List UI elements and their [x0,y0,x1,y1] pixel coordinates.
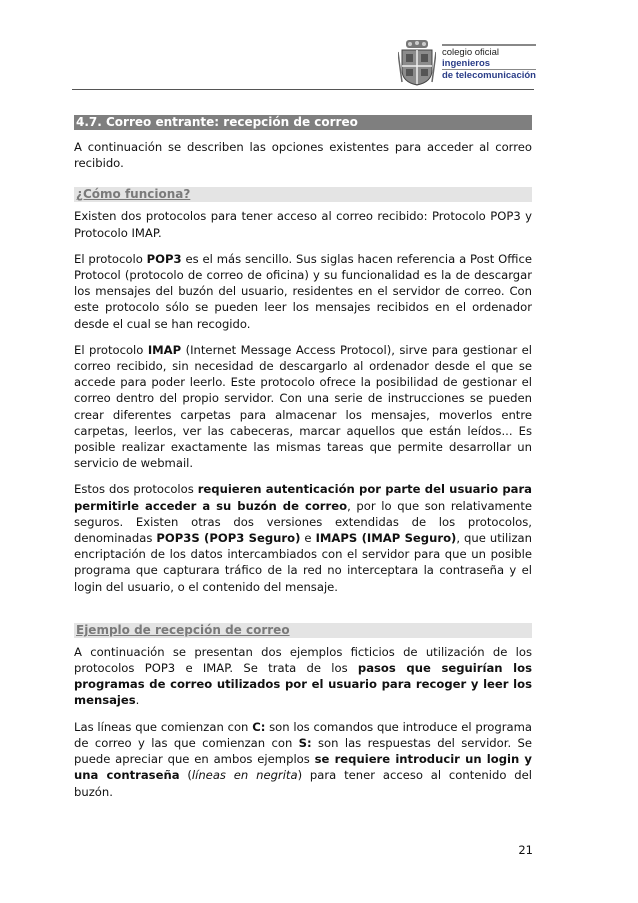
logo-line-3: de telecomunicación [442,69,536,81]
text-run: El protocolo [74,251,147,266]
server-prefix: S: [298,735,312,750]
logo-line-1: colegio oficial [442,44,536,58]
page-number: 21 [518,843,533,857]
text-run: son los comandos que introduce el programa de correo y las que comienzan con [74,719,532,750]
imap-term: IMAP [147,342,182,357]
text-run: e [300,531,316,546]
client-prefix: C: [252,719,266,734]
text-run: El protocolo [74,342,148,357]
pop3-term: POP3 [146,251,182,266]
text-run: ( [179,768,192,783]
steps-emphasis: pasos que seguirían los programas de correo utilizados por el usuario para recoger y leer los mensajes [74,661,532,708]
text-run: son las respuestas del servidor. Se puede apreciar que en ambos ejemplos [74,735,532,767]
crest-icon [398,38,436,86]
text-run: es el más sencillo. Sus siglas hacen referencia a Post Office Protocol (protocolo de correo de oficina) y su funcionalidad es la de descargar los mensajes del buzón del usuario, residentes en el servidor de correo. Con este protocolo sólo se pueden leer los mensajes recibidos en el ordenador desde el cual se han recogido. [74,251,532,331]
section-intro: A continuación se describen las opciones existentes para acceder al correo recibido. [74,140,532,171]
commands-paragraph [74,719,532,800]
bold-lines-note: líneas en negrita [191,768,298,783]
text-run: . [135,693,140,708]
text-run: Estos dos protocolos [74,482,198,497]
header-rule [72,89,534,90]
header-logo [398,37,538,87]
pop3s-term: POP3S (POP3 Seguro) [156,531,301,546]
example-intro-paragraph [74,644,532,709]
page-content [74,115,532,800]
text-run: (Internet Message Access Protocol), sirve para gestionar el correo recibido, sin necesidad de descargarlo al ordenador desde el que se accede para poder leerlo. Este protocolo ofrece la posibilidad de gestionar el correo dentro del propio servidor. Con una serie de instrucciones se pueden crear diferentes carpetas para almacenar los mensajes, moverlos entre carpetas, leerlos, ver las cabeceras, marcar aquellos que están leídos... Es posible realizar exactamente las mismas tareas que permite desarrollar un servicio de webmail. [74,342,533,471]
pop3-paragraph [74,251,532,332]
login-emphasis: se requiere introducir un login y una contraseña [74,752,532,783]
text-run: ) para tener acceso al contenido del buzón. [74,768,532,799]
text-run: Las líneas que comienzan con [74,719,253,734]
security-paragraph [74,481,532,594]
example-heading: Ejemplo de recepción de correo [74,623,532,638]
logo-line-2: ingenieros [442,57,491,69]
text-run: A continuación se presentan dos ejemplos ficticios de utilización de los protocolos POP3 e IMAP. Se trata de los [74,644,532,676]
how-it-works-p1: Existen dos protocolos para tener acceso al correo recibido: Protocolo POP3 y Protocolo IMAP. [74,209,532,240]
section-title: 4.7. Correo entrante: recepción de correo [74,115,532,130]
logo-text [442,44,536,81]
text-run: , que utilizan encriptación de los datos intercambiados con el servidor para que un posible programa que capturara tráfico de la red no interceptara la contraseña y el login del usuario, o el contenido del mensaje. [74,531,532,594]
text-run: , por lo que son relativamente seguros. Existen otras dos versiones extendidas de los protocolos, denominadas [74,498,533,546]
imaps-term: IMAPS (IMAP Seguro) [315,531,457,546]
imap-paragraph [74,342,532,472]
how-it-works-heading: ¿Cómo funciona? [74,187,532,202]
auth-emphasis: requieren autenticación por parte del usuario para permitirle acceder a su buzón de correo [74,482,532,513]
